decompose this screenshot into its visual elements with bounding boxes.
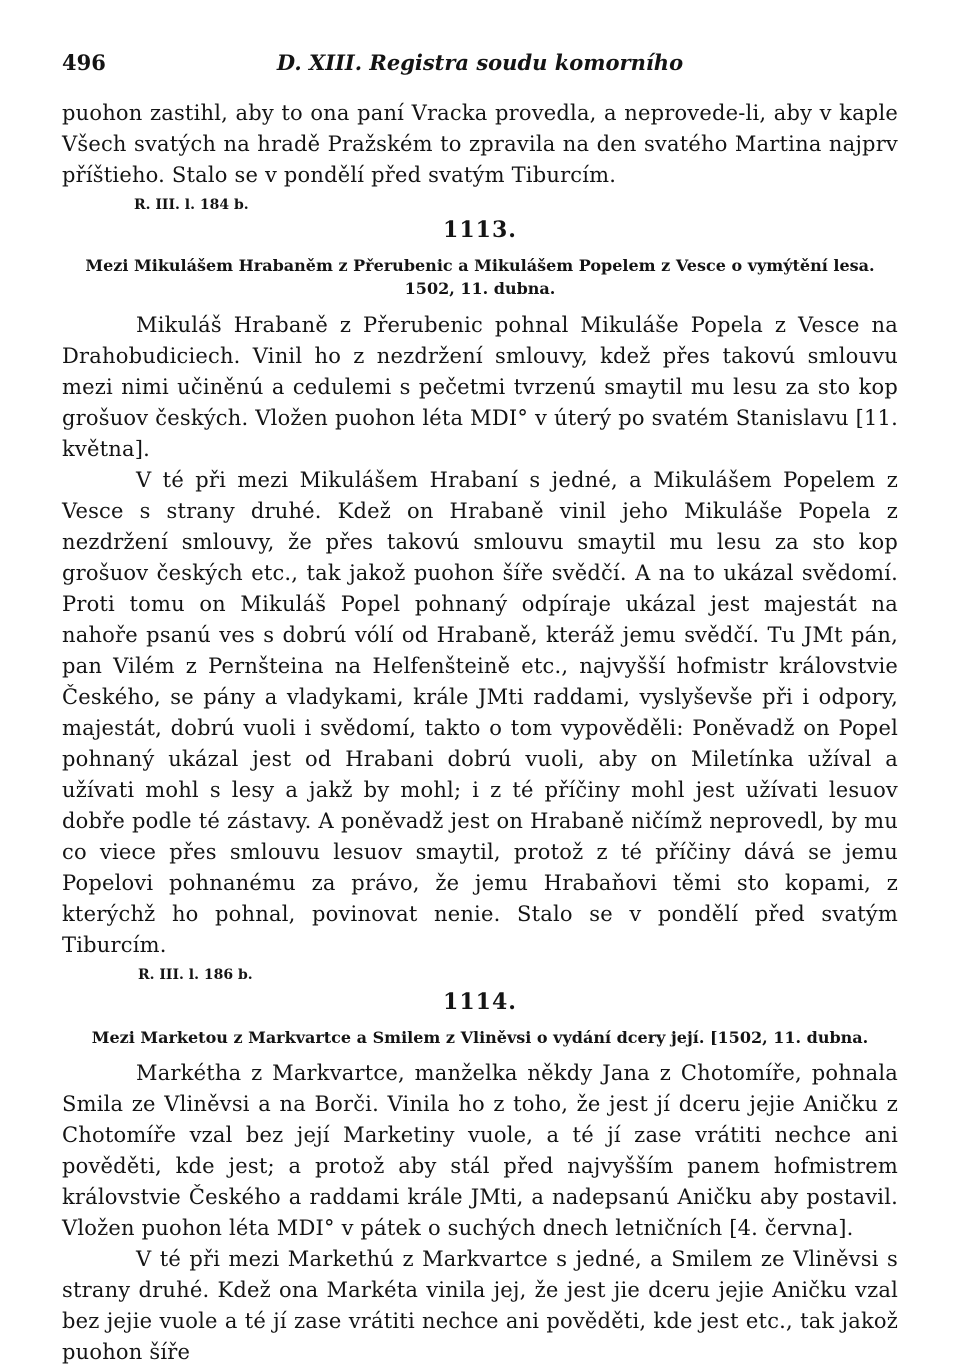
entry-summary: Mezi Marketou z Markvartce a Smilem z Vliněvsi o vydání dcery její. [1502, 11. dubna.: [91, 1028, 869, 1047]
entry-paragraph: V té při mezi Markethú z Markvartce s jedné, a Smilem ze Vliněvsi s strany druhé. Kdež ona Markéta vinila jej, že jest jie dceru jejie Aničku vzal bez jejie vuole a té jí zase vrátiti nechce ani pověděti, kde jest etc., tak jakož puohon šíře: [62, 1247, 898, 1364]
entry-number: 1113.: [443, 217, 517, 243]
running-title: D. XIII. Registra soudu komorního: [276, 50, 684, 75]
archive-signature: R. III. l. 186 b.: [138, 967, 253, 983]
entry-date: 1502, 11. dubna.: [404, 279, 556, 298]
archive-signature: R. III. l. 184 b.: [134, 197, 249, 213]
entry-paragraph: V té při mezi Mikulášem Hrabaní s jedné, a Mikulášem Popelem z Vesce s strany druhé. Kdež on Hrabaně vinil jeho Mikuláše Popela z nezdržení smlouvy, že přes takovú smlouvu smaytil mu lesu za sto kop grošuov českých etc., tak jakož puohon šíře svědčí. A na to ukázal svědomí. Proti tomu on Mikuláš Popel pohnaný odpíraje ukázal jest majestát na nahoře psanú ves s dobrú vólí od Hrabaně, kteráž jemu svědčí. Tu JMt pán, pan Vilém z Pernšteina na Helfenšteině etc., najvyšší hofmistr královstvie Českého, se pány a vladykami, krále JMti raddami, vyslyševše při i odpory, majestát, dobrú vuoli i svědomí, takto o tom vypověděli: Poněvadž on Popel pohnaný ukázal jest od Hrabani dobrú vuoli, aby on Miletínka užíval a užívati mohl s lesy a jakž by mohl; i z té příčiny mohl jest užívati lesuov dobře podle té zástavy. A poněvadž jest on Hrabaně ničímž neprovedl, by mu co viece přes smlouvu lesuov smaytil, protož z té příčiny dává se jemu Popelovi pohnanému za právo, že jemu Hrabaňovi těmi sto kopami, z kterýchž ho pohnal, povinovat nenie. Stalo se v pondělí před svatým Tiburcím.: [62, 468, 898, 957]
entry-number: 1114.: [443, 989, 517, 1015]
page-header: [62, 50, 898, 86]
entry-1114: [62, 989, 898, 1368]
page-body: [62, 98, 898, 1368]
entry-paragraph: Markétha z Markvartce, manželka někdy Jana z Chotomíře, pohnala Smila ze Vliněvsi a na Borči. Vinila ho z toho, že jest jí dceru jejie Aničku z Chotomíře vzal bez její Marketiny vuole, a té jí zase vrátiti nechce ani pověděti, kde jest; a protož aby stál před najvyšším panem hofmistrem královstvie Českého a raddami krále JMti, a nadepsanú Aničku aby postavil. Vložen puohon léta MDI° v pátek o suchých dnech letničních [4. června].: [62, 1061, 898, 1240]
page-number: 496: [62, 50, 106, 75]
entry-summary: Mezi Mikulášem Hrabaněm z Přerubenic a Mikulášem Popelem z Vesce o vymýtění lesa.: [85, 256, 875, 275]
entry-paragraph: Mikuláš Hrabaně z Přerubenic pohnal Mikuláše Popela z Vesce na Drahobudiciech. Vinil ho z nezdržení smlouvy, kdež přes takovú smlouvu mezi nimi učiněnú a cedulemi s pečetmi tvrzenú smaytil mu lesu za sto kop grošuov českých. Vložen puohon léta MDI° v úterý po svatém Stanislavu [11. května].: [62, 313, 898, 461]
entry-1113: [62, 217, 898, 983]
continuation-paragraph: puohon zastihl, aby to ona paní Vracka provedla, a neprovede-li, aby v kaple Všech svatých na hradě Pražském to zpravila na den svatého Martina najprv příštieho. Stalo se v pondělí před svatým Tiburcím.: [62, 101, 898, 187]
